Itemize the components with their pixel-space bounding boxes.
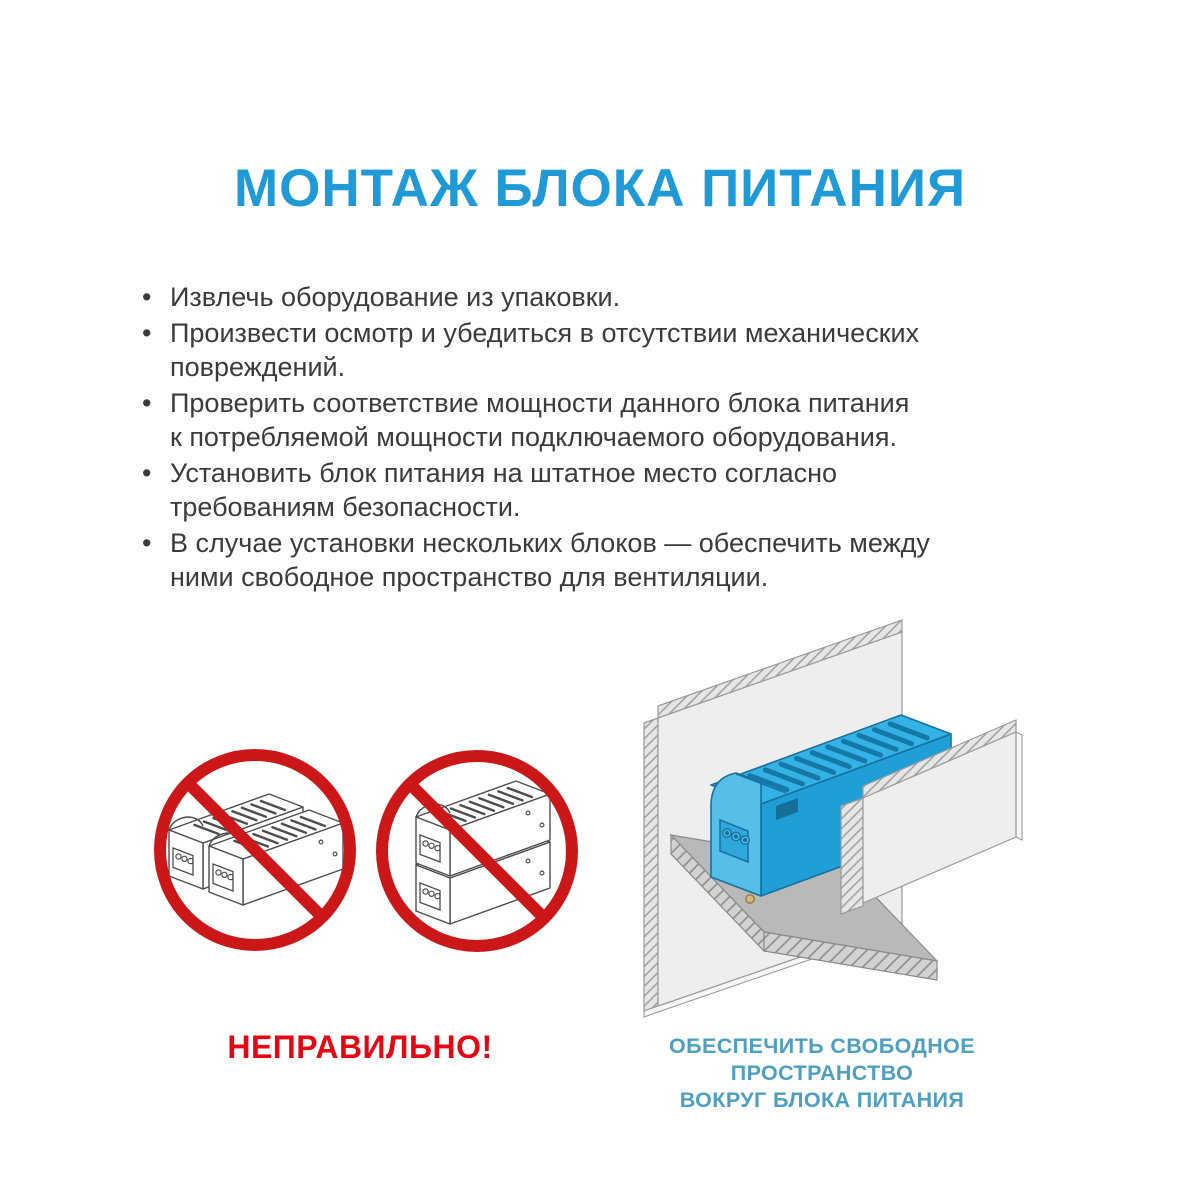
- instruction-item: [142, 386, 1072, 454]
- instruction-item: [142, 316, 1072, 384]
- foot-screw: [746, 895, 754, 903]
- instruction-text: ними свободное пространство для вентиляции.: [170, 562, 769, 592]
- no-psu-units-stacked-icon: [371, 745, 583, 961]
- instruction-text: к потребляемой мощности подключаемого оборудования.: [170, 422, 897, 452]
- instruction-item: [142, 526, 1072, 594]
- bullet-icon: •: [142, 282, 152, 312]
- caption-line: ВОКРУГ БЛОКА ПИТАНИЯ: [679, 1088, 965, 1112]
- instruction-list: [142, 280, 1072, 596]
- instruction-item: [142, 456, 1072, 524]
- no-psu-units-side-by-side-icon: [149, 744, 361, 960]
- bullet-icon: •: [142, 458, 152, 488]
- psu-clearance-illustration: [636, 607, 1076, 1019]
- instruction-text: В случае установки нескольких блоков — обеспечить между: [170, 528, 930, 558]
- prohibition-figure-stacked: [371, 745, 583, 961]
- bullet-icon: •: [142, 388, 152, 418]
- wrong-label: НЕПРАВИЛЬНО!: [227, 1029, 493, 1065]
- instruction-text: повреждений.: [170, 352, 346, 382]
- page-title: МОНТАЖ БЛОКА ПИТАНИЯ: [233, 159, 967, 218]
- caption-line: ОБЕСПЕЧИТЬ СВОБОДНОЕ ПРОСТРАНСТВО: [669, 1034, 975, 1085]
- instruction-text: требованиям безопасности.: [170, 492, 521, 522]
- prohibition-figure-side-by-side: [149, 744, 361, 960]
- bullet-icon: •: [142, 318, 152, 348]
- instruction-text: Произвести осмотр и убедиться в отсутствии механических: [170, 318, 920, 348]
- bullet-icon: •: [142, 528, 152, 558]
- instruction-text: Проверить соответствие мощности данного блока питания: [170, 388, 910, 418]
- clearance-caption: [587, 1033, 1057, 1114]
- instruction-text: Установить блок питания на штатное место согласно: [170, 458, 838, 488]
- clearance-scene: [636, 607, 1076, 1019]
- instruction-text: Извлечь оборудование из упаковки.: [170, 282, 621, 312]
- instruction-item: [142, 280, 1072, 314]
